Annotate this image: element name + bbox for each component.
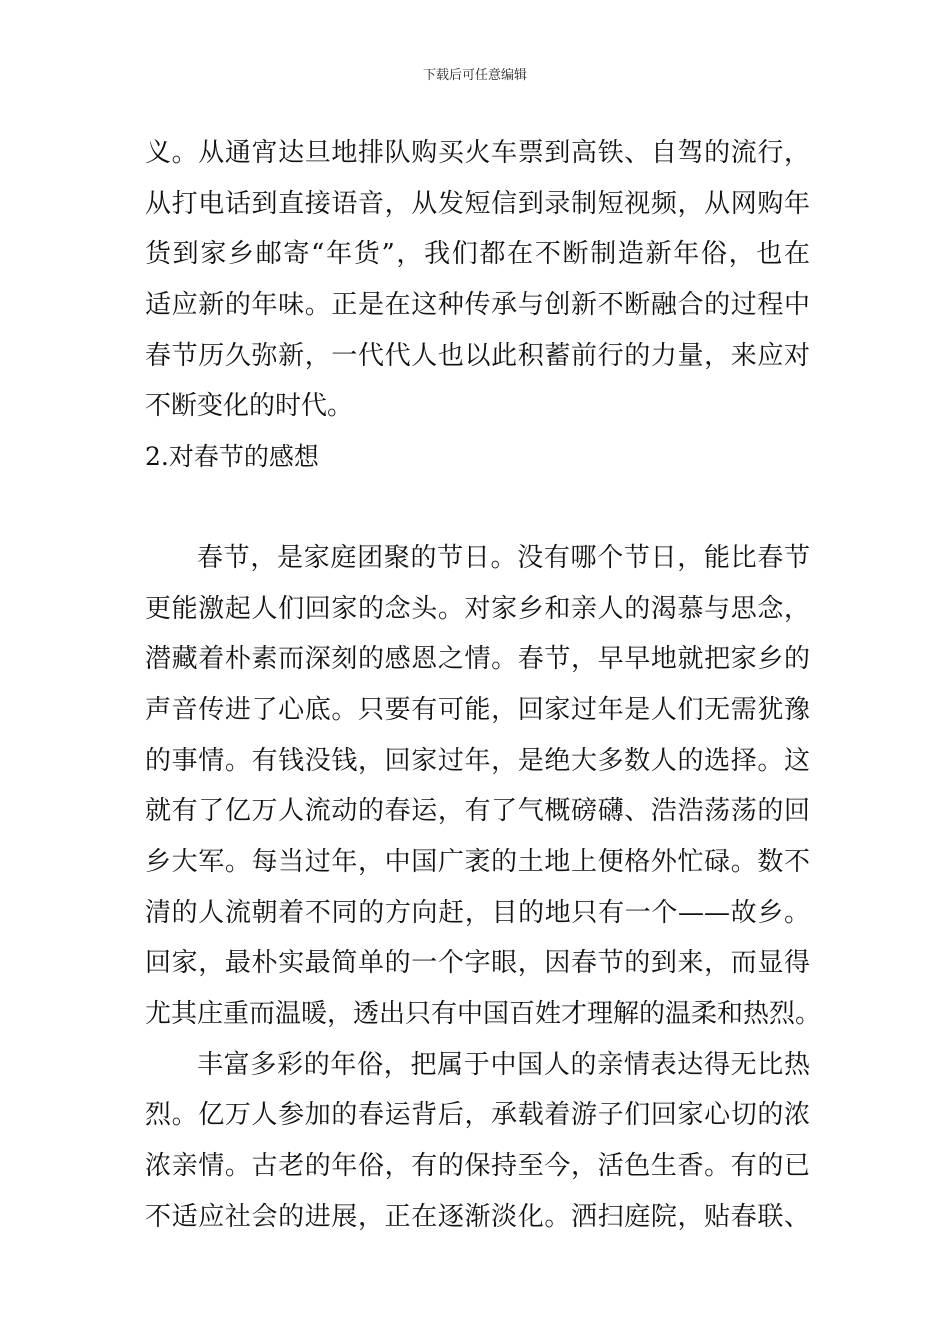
paragraph-2 bbox=[145, 533, 822, 1040]
document-body bbox=[145, 128, 822, 1242]
blank-gap bbox=[145, 483, 810, 533]
text-line: 潜藏着朴素而深刻的感恩之情。春节，早早地就把家乡的 bbox=[145, 644, 810, 675]
text-line: 清的人流朝着不同的方向赶，目的地只有一个——故乡。 bbox=[145, 897, 810, 928]
text-line: 声音传进了心底。只要有可能，回家过年是人们无需犹豫 bbox=[145, 694, 810, 725]
text-line: 烈。亿万人参加的春运背后，承载着游子们回家心切的浓 bbox=[145, 1100, 810, 1131]
text-line: 从打电话到直接语音，从发短信到录制短视频，从网购年 bbox=[145, 188, 810, 219]
text-line: 义。从通宵达旦地排队购买火车票到高铁、自驾的流行， bbox=[145, 138, 810, 168]
text-line: 春节历久弥新，一代代人也以此积蓄前行的力量，来应对 bbox=[145, 340, 810, 371]
text-line: 丰富多彩的年俗，把属于中国人的亲情表达得无比热 bbox=[197, 1049, 810, 1080]
section-heading: 2.对春节的感想 bbox=[145, 442, 319, 472]
paragraph-1 bbox=[145, 128, 810, 432]
text-line: 的事情。有钱没钱，回家过年，是绝大多数人的选择。这 bbox=[145, 745, 810, 776]
text-line: 就有了亿万人流动的春运，有了气概磅礴、浩浩荡荡的回 bbox=[145, 796, 810, 827]
page-header: 下载后可任意编辑 bbox=[422, 68, 527, 83]
text-line: 适应新的年味。正是在这种传承与创新不断融合的过程中 bbox=[145, 290, 810, 321]
text-line: 尤其庄重而温暖，透出只有中国百姓才理解的温柔和热烈。 bbox=[145, 999, 822, 1029]
text-line: 更能激起人们回家的念头。对家乡和亲人的渴慕与思念， bbox=[145, 593, 810, 624]
paragraph-3 bbox=[145, 1040, 810, 1243]
text-line: 不适应社会的进展，正在逐渐淡化。洒扫庭院，贴春联、 bbox=[145, 1201, 810, 1232]
text-line: 货到家乡邮寄“年货”，我们都在不断制造新年俗，也在 bbox=[145, 239, 810, 270]
text-line: 不断变化的时代。 bbox=[145, 391, 354, 422]
text-line: 乡大军。每当过年，中国广袤的土地上便格外忙碌。数不 bbox=[145, 846, 810, 877]
text-line: 春节，是家庭团聚的节日。没有哪个节日，能比春节 bbox=[197, 542, 810, 573]
text-line: 回家，最朴实最简单的一个字眼，因春节的到来，而显得 bbox=[145, 948, 810, 979]
text-line: 浓亲情。古老的年俗，有的保持至今，活色生香。有的已 bbox=[145, 1151, 810, 1182]
